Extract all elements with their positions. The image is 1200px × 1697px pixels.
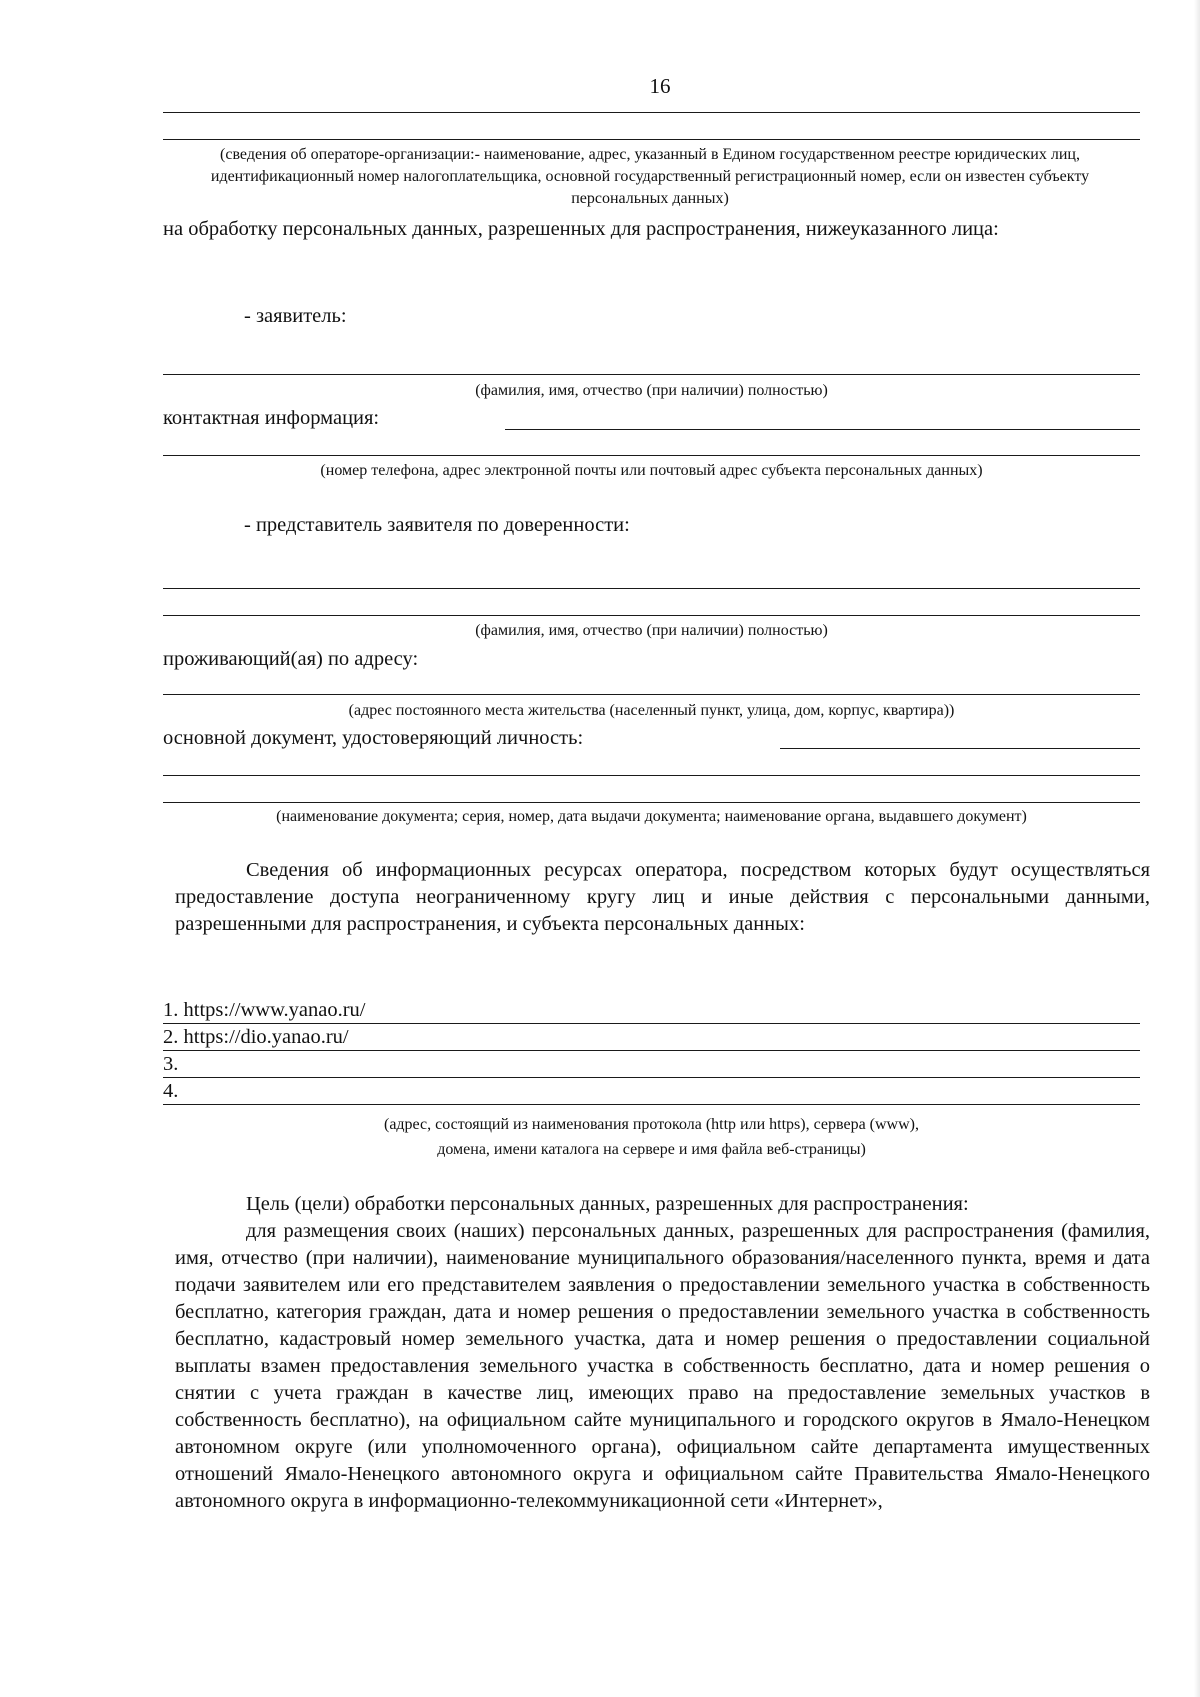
address-line bbox=[163, 694, 1140, 695]
resource-link-row-1 bbox=[163, 997, 1140, 1024]
representative-name-caption: (фамилия, имя, отчество (при наличии) полностью) bbox=[475, 622, 828, 639]
operator-line-1 bbox=[163, 112, 1140, 113]
document-line-3 bbox=[163, 802, 1140, 803]
representative-name-line-2 bbox=[163, 615, 1140, 616]
applicant-label: - заявитель: bbox=[244, 305, 347, 327]
consent-text: на обработку персональных данных, разрешенных для распространения, нижеуказанного лица: bbox=[163, 218, 999, 240]
resource-link-row-2 bbox=[163, 1024, 1140, 1051]
address-caption: (адрес постоянного места жительства (населенный пункт, улица, дом, корпус, квартира)) bbox=[348, 702, 955, 719]
representative-name-line-1 bbox=[163, 588, 1140, 589]
document-line-2 bbox=[163, 775, 1140, 776]
resources-caption-1: (адрес, состоящий из наименования протокола (http или https), сервера (www), bbox=[383, 1116, 919, 1133]
resource-link-row-3 bbox=[163, 1051, 1140, 1078]
applicant-name-caption: (фамилия, имя, отчество (при наличии) полностью) bbox=[475, 382, 828, 399]
representative-label: - представитель заявителя по доверенности: bbox=[244, 514, 630, 536]
resources-intro: Сведения об информационных ресурсах оператора, посредством которых будут осуществляться предоставление доступа неограниченному кругу лиц и иные действия с персональными данными, разрешенными для распространения, и субъекта персональных данных: bbox=[175, 859, 1150, 935]
operator-caption: (сведения об операторе-организации:- наименование, адрес, указанный в Едином государственном реестре юридических лиц, идентификационный номер налогоплательщика, основной государственный регистрационный номер, если он известен субъекту персональных данных) bbox=[210, 146, 1090, 207]
purpose-heading: Цель (цели) обработки персональных данных, разрешенных для распространения: bbox=[246, 1193, 969, 1215]
resource-link-2[interactable]: 2. https://dio.yanao.ru/ bbox=[163, 1026, 349, 1048]
document-caption: (наименование документа; серия, номер, дата выдачи документа; наименование органа, выдавшего документ) bbox=[276, 808, 1027, 825]
purpose-text: для размещения своих (наших) персональных данных, разрешенных для распространения (фамилия, имя, отчество (при наличии), наименование муниципального образования/населенного пункта, время и дата подачи заявителем или его представителем заявления о предоставлении земельного участка в собственность бесплатно, категория граждан, дата и номер решения о предоставлении земельного участка в собственность бесплатно, кадастровый номер земельного участка, дата и номер решения о предоставлении социальной выплаты взамен предоставления земельного участка в собственность бесплатно, дата и номер решения о снятии с учета граждан в качестве лиц, имеющих право на предоставление земельных участков в собственность бесплатно), на официальном сайте муниципального и городского округов в Ямало-Ненецком автономном округе (или уполномоченного органа), официальном сайте департамента имущественных отношений Ямало-Ненецкого автономного округа и официальном сайте Правительства Ямало-Ненецкого автономного округа в информационно-телекоммуникационной сети «Интернет», bbox=[175, 1220, 1150, 1512]
resource-link-row-4 bbox=[163, 1078, 1140, 1105]
address-label: проживающий(ая) по адресу: bbox=[163, 648, 419, 670]
operator-line-2 bbox=[163, 139, 1140, 140]
document-label: основной документ, удостоверяющий личность: bbox=[163, 727, 584, 749]
resource-link-4: 4. bbox=[163, 1080, 179, 1102]
page-number: 16 bbox=[649, 74, 671, 98]
resources-caption-2: домена, имени каталога на сервере и имя файла веб-страницы) bbox=[437, 1141, 866, 1158]
contact-caption: (номер телефона, адрес электронной почты или почтовый адрес субъекта персональных данных) bbox=[320, 462, 983, 479]
contact-line-2 bbox=[163, 455, 1140, 456]
contact-label: контактная информация: bbox=[163, 407, 380, 429]
applicant-name-line bbox=[163, 374, 1140, 375]
resource-link-1[interactable]: 1. https://www.yanao.ru/ bbox=[163, 999, 366, 1021]
resource-link-3: 3. bbox=[163, 1053, 179, 1075]
contact-line-1 bbox=[505, 429, 1140, 430]
document-line-1 bbox=[780, 748, 1140, 749]
scan-edge-shadow bbox=[1194, 0, 1200, 1697]
